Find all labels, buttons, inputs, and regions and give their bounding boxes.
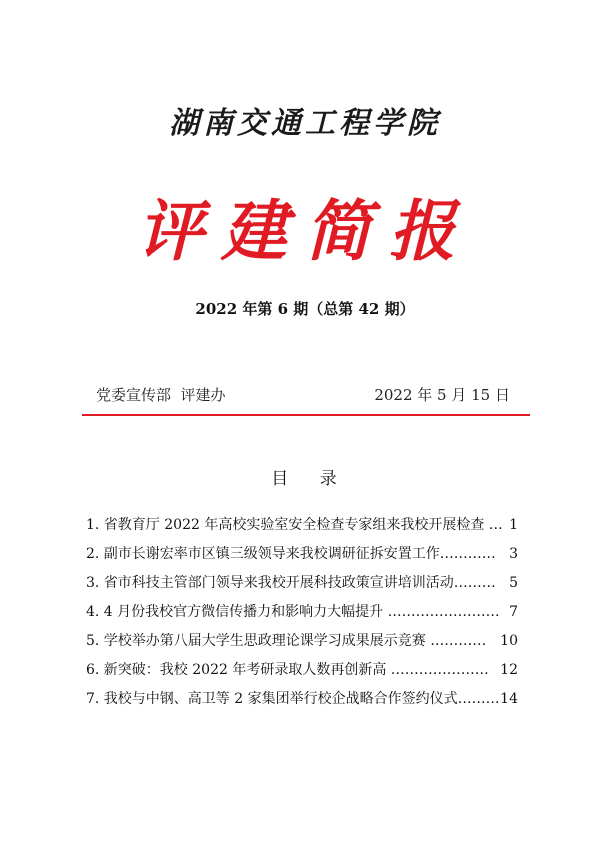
- bulletin-title: 评建简报: [137, 193, 473, 270]
- toc-item-page: 1: [509, 517, 518, 533]
- table-of-contents: [86, 514, 518, 717]
- toc-item[interactable]: [86, 630, 518, 659]
- issue-number: [0, 298, 610, 319]
- toc-item-page: 12: [500, 662, 518, 678]
- toc-heading: 目 录: [271, 469, 339, 489]
- toc-item[interactable]: [86, 659, 518, 688]
- toc-item[interactable]: [86, 601, 518, 630]
- toc-item-title: 1. 省教育厅 2022 年高校实验室安全检查专家组来我校开展检查 …: [86, 517, 503, 533]
- toc-item[interactable]: [86, 514, 518, 543]
- toc-item[interactable]: [86, 572, 518, 601]
- toc-item-title: 4. 4 月份我校官方微信传播力和影响力大幅提升 ……………………: [86, 604, 500, 620]
- red-divider: [82, 414, 530, 416]
- toc-item[interactable]: [86, 688, 518, 717]
- issue-date: 2022 年 5 月 15 日: [374, 386, 510, 404]
- toc-item-page: 10: [500, 633, 518, 649]
- toc-item-title: 7. 我校与中钢、高卫等 2 家集团举行校企战略合作签约仪式………: [86, 691, 500, 707]
- toc-item-page: 3: [509, 546, 518, 562]
- toc-item-page: 7: [509, 604, 518, 620]
- toc-item-title: 3. 省市科技主管部门领导来我校开展科技政策宣讲培训活动………: [86, 575, 496, 591]
- toc-item-title: 6. 新突破：我校 2022 年考研录取人数再创新高 …………………: [86, 662, 489, 678]
- toc-item-title: 2. 副市长谢宏率市区镇三级领导来我校调研征拆安置工作…………: [86, 546, 496, 562]
- toc-item-title: 5. 学校举办第八届大学生思政理论课学习成果展示竞赛 …………: [86, 633, 487, 649]
- institution-name: 湖南交通工程学院: [169, 106, 441, 141]
- toc-item[interactable]: [86, 543, 518, 572]
- toc-item-page: 5: [509, 575, 518, 591]
- toc-item-page: 14: [500, 691, 518, 707]
- issuer: 党委宣传部 评建办: [96, 386, 226, 404]
- issue-text: 2022 年第 6 期（总第 42 期）: [195, 300, 415, 318]
